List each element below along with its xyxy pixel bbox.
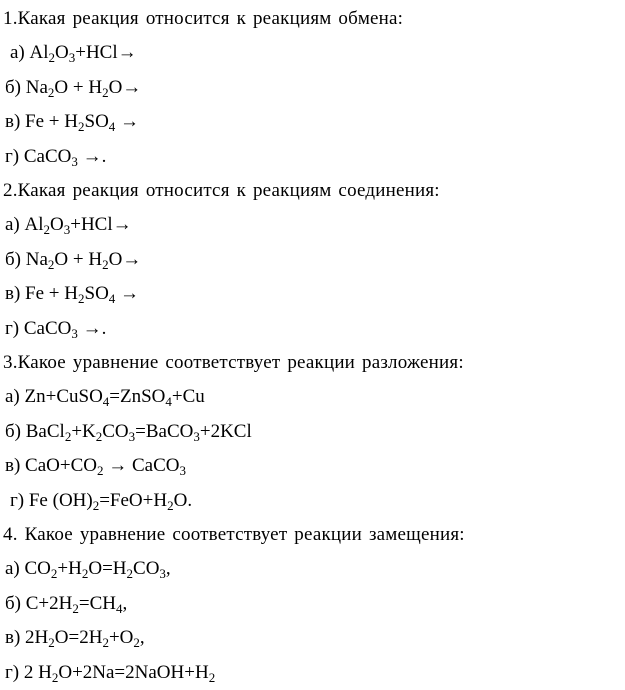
subscript: 3: [179, 463, 186, 479]
formula-text: в) CaO+CO: [5, 455, 97, 477]
question-3-text: 3.Какое уравнение соответствует реакции разложения:: [3, 352, 464, 373]
subscript: 4: [165, 394, 172, 410]
formula-text: а) Al: [5, 214, 44, 236]
question-4-option-1: [5, 552, 171, 586]
formula-text: в) Fe + H: [5, 111, 78, 133]
formula-text: →.: [77, 317, 107, 339]
formula-text: =CH: [78, 592, 116, 614]
subscript: 3: [71, 325, 78, 341]
question-2-option-3: [5, 277, 139, 311]
formula-text: →: [115, 111, 140, 133]
subscript: 2: [102, 84, 109, 100]
subscript: 2: [51, 669, 59, 685]
formula-text: O→: [108, 76, 142, 98]
subscript: 2: [208, 669, 216, 685]
subscript: 3: [128, 428, 136, 444]
subscript: 2: [167, 497, 174, 513]
formula-text: O + H: [54, 248, 103, 270]
question-4-option-4: [5, 656, 215, 690]
formula-text: +K: [71, 420, 96, 442]
formula-text: O=H: [88, 558, 127, 580]
formula-text: → CaCO: [103, 455, 180, 477]
subscript: 2: [47, 84, 55, 100]
formula-text: +HCl→: [75, 42, 137, 64]
subscript: 2: [126, 566, 134, 582]
subscript: 2: [47, 256, 55, 272]
question-2-text: 2.Какая реакция относится к реакциям соединения:: [3, 180, 440, 201]
subscript: 4: [115, 600, 123, 616]
subscript: 2: [81, 566, 89, 582]
formula-text: б) Na: [5, 248, 48, 270]
formula-text: SO: [84, 111, 109, 133]
question-1-option-3: [5, 105, 139, 139]
question-1-option-1: [10, 36, 137, 70]
formula-text: +Cu: [171, 386, 205, 408]
formula-text: =ZnSO: [109, 386, 166, 408]
formula-text: в) 2H: [5, 627, 49, 649]
formula-text: г) 2 H: [5, 661, 52, 683]
formula-text: O + H: [54, 76, 103, 98]
subscript: 2: [48, 635, 55, 651]
formula-text: O+2Na=2NaOH+H: [58, 661, 209, 683]
subscript: 4: [108, 291, 116, 307]
subscript: 2: [48, 50, 56, 66]
subscript: 2: [78, 119, 85, 135]
subscript: 2: [64, 428, 72, 444]
formula-text: а) CO: [5, 558, 51, 580]
formula-text: O: [50, 214, 64, 236]
subscript: 2: [95, 428, 103, 444]
formula-text: +O: [108, 627, 134, 649]
question-3-option-1: [5, 380, 205, 414]
formula-text: ,: [139, 627, 145, 649]
formula-text: ,: [165, 558, 171, 580]
subscript: 2: [92, 497, 100, 513]
formula-text: а) Al: [10, 42, 49, 64]
formula-text: =FeO+H: [99, 489, 168, 511]
question-4-option-2: [5, 587, 127, 621]
formula-text: +2KCl: [199, 420, 252, 442]
subscript: 2: [50, 566, 58, 582]
subscript: 2: [72, 600, 79, 616]
formula-text: →: [115, 283, 140, 305]
formula-text: в) Fe + H: [5, 283, 78, 305]
subscript: 3: [159, 566, 166, 582]
subscript: 2: [133, 635, 140, 651]
formula-text: г) Fe (OH): [10, 489, 93, 511]
subscript: 2: [102, 256, 109, 272]
question-2-option-4: [5, 312, 106, 346]
subscript: 4: [108, 119, 116, 135]
formula-text: O=2H: [54, 627, 103, 649]
question-1-text: 1.Какая реакция относится к реакциям обмена:: [3, 8, 404, 29]
formula-text: ,: [122, 592, 128, 614]
subscript: 4: [102, 394, 110, 410]
question-4-option-3: [5, 621, 145, 655]
subscript: 2: [43, 222, 51, 238]
question-3-option-3: [5, 449, 186, 483]
formula-text: б) BaCl: [5, 420, 65, 442]
formula-text: +HCl→: [70, 214, 132, 236]
formula-text: б) Na: [5, 76, 48, 98]
formula-text: O→: [108, 248, 142, 270]
formula-text: O: [55, 42, 69, 64]
formula-text: CO: [133, 558, 160, 580]
question-3-option-4: [10, 484, 192, 518]
formula-text: =BaCO: [135, 420, 194, 442]
subscript: 2: [97, 463, 104, 479]
question-4-text: 4. Какое уравнение соответствует реакции замещения:: [3, 524, 465, 545]
subscript: 3: [63, 222, 71, 238]
formula-text: г) CaCO: [5, 145, 72, 167]
question-1-option-4: [5, 140, 106, 174]
subscript: 2: [78, 291, 85, 307]
question-2-option-1: [5, 208, 132, 242]
formula-text: г) CaCO: [5, 317, 72, 339]
subscript: 3: [68, 50, 76, 66]
formula-text: б) C+2H: [5, 592, 73, 614]
subscript: 2: [102, 635, 109, 651]
question-3-option-2: [5, 415, 252, 449]
formula-text: CO: [102, 420, 129, 442]
subscript: 3: [71, 153, 78, 169]
question-1-option-2: [5, 71, 141, 105]
formula-text: O.: [173, 489, 193, 511]
formula-text: +H: [57, 558, 82, 580]
formula-text: →.: [77, 145, 107, 167]
formula-text: а) Zn+CuSO: [5, 386, 103, 408]
subscript: 3: [193, 428, 200, 444]
formula-text: SO: [84, 283, 109, 305]
question-2-option-2: [5, 243, 141, 277]
